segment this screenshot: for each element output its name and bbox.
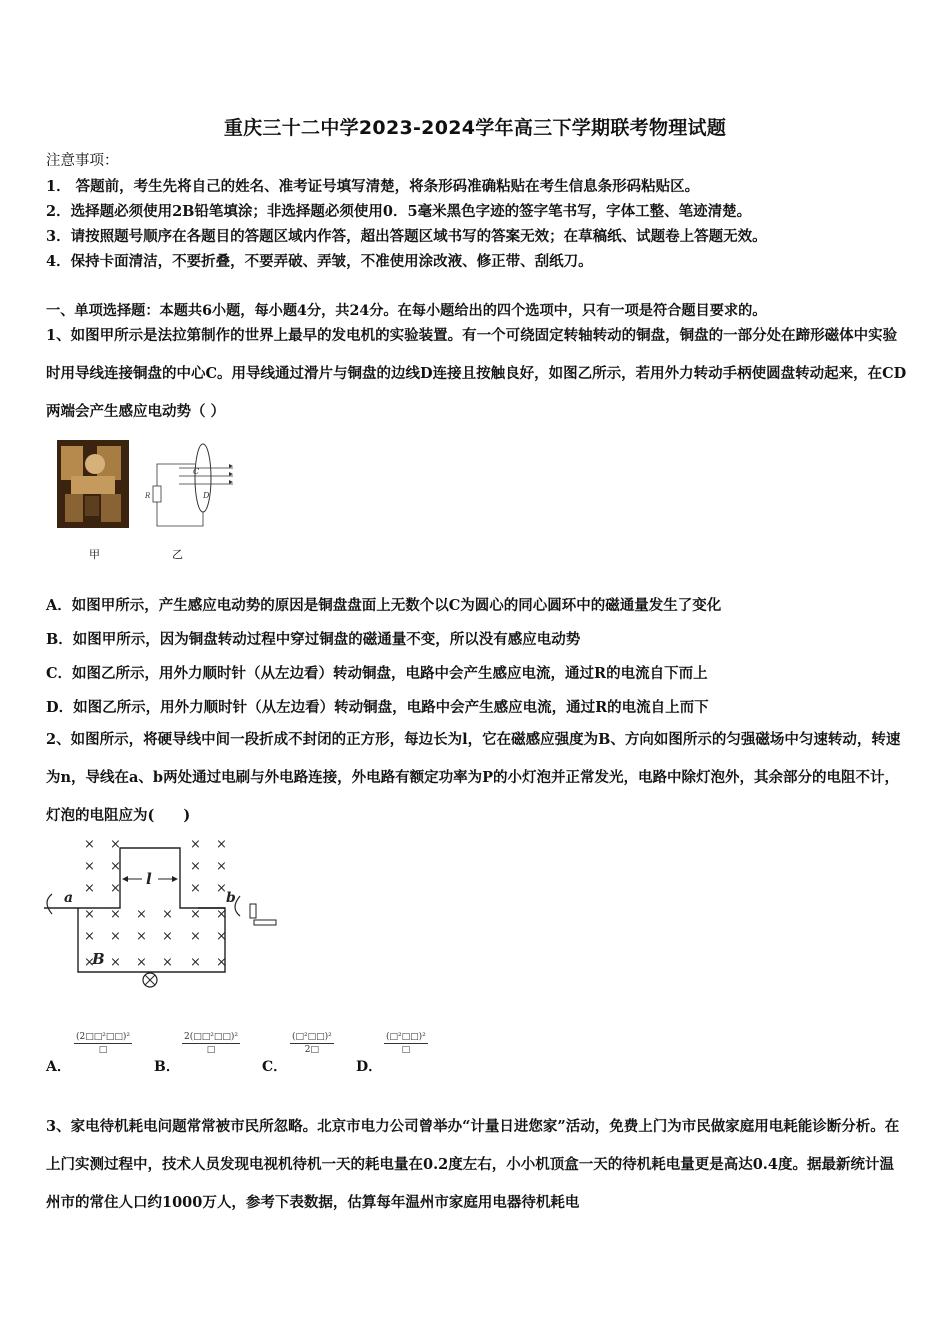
q1-figure-photo <box>57 440 129 528</box>
q2-choice-a-letter: A． <box>46 1059 71 1075</box>
field-cross-mark: × <box>110 929 121 944</box>
q1-option-d: D．如图乙所示，用外力顺时针（从左边看）转动铜盘，电路中会产生感应电流，通过R的电流自上而下 <box>46 699 709 716</box>
field-cross-mark: × <box>162 907 173 922</box>
rotation-arrow-a-icon <box>47 894 52 914</box>
q2-choice-c-letter: C． <box>262 1059 288 1075</box>
field-cross-mark: × <box>84 881 95 896</box>
field-cross-mark: × <box>84 955 95 970</box>
q2-choice-c-formula: (□²□□)² 2□ <box>292 1032 332 1055</box>
magnetic-field-crosses <box>84 837 227 970</box>
notice-item-1: 1． 答题前，考生先将自己的姓名、准考证号填写清楚，将条形码准确粘贴在考生信息条形码粘贴区。 <box>46 178 700 195</box>
page-title: 重庆三十二中学2023-2024学年高三下学期联考物理试题 <box>223 117 727 139</box>
fig-caption-yi: 乙 <box>172 548 183 561</box>
field-cross-mark: × <box>162 929 173 944</box>
field-cross-mark: × <box>110 907 121 922</box>
label-a: a <box>64 890 74 906</box>
field-cross-mark: × <box>136 907 147 922</box>
notice-heading: 注意事项： <box>46 153 119 169</box>
fig-caption-jia: 甲 <box>89 548 100 561</box>
q1-option-a: A．如图甲所示，产生感应电动势的原因是铜盘盘面上无数个以C为圆心的同心圆环中的磁通量发生了变化 <box>46 597 722 614</box>
label-c: C <box>193 467 200 476</box>
field-cross-mark: × <box>190 955 201 970</box>
field-cross-mark: × <box>84 929 95 944</box>
field-cross-mark: × <box>216 837 227 852</box>
field-cross-mark: × <box>190 881 201 896</box>
q2-figure-coil <box>40 832 285 994</box>
field-cross-mark: × <box>84 859 95 874</box>
field-cross-mark: × <box>216 859 227 874</box>
field-cross-mark: × <box>190 859 201 874</box>
q1-option-c: C．如图乙所示，用外力顺时针（从左边看）转动铜盘，电路中会产生感应电流，通过R的电流自下而上 <box>46 665 708 682</box>
field-cross-mark: × <box>110 881 121 896</box>
field-cross-mark: × <box>136 929 147 944</box>
label-B: B <box>92 950 105 968</box>
field-cross-mark: × <box>162 955 173 970</box>
q2-choice-a-formula: (2□□²□□)² □ <box>76 1032 130 1055</box>
field-cross-mark: × <box>110 955 121 970</box>
field-cross-mark: × <box>84 837 95 852</box>
notice-item-2: 2．选择题必须使用2B铅笔填涂；非选择题必须使用0．5毫米黑色字迹的签字笔书写，字体工整、笔迹清楚。 <box>46 203 752 220</box>
field-cross-mark: × <box>110 859 121 874</box>
field-cross-mark: × <box>84 907 95 922</box>
crank-handle-icon <box>250 904 256 918</box>
field-cross-mark: × <box>190 929 201 944</box>
label-b: b <box>226 890 236 906</box>
label-r: R <box>145 492 151 500</box>
q3-stem: 3、家电待机耗电问题常常被市民所忽略。北京市电力公司曾举办“计量日进您家”活动，免费上门为市民做家庭用电耗能诊断分析。在上门实测过程中，技术人员发现电视机待机一天的耗电量在0.2度左右，小小机顶盒一天的待机耗电量更是高达0.4度。据最新统计温州市的常住人口约1000万人，参考下表数据，估算每年温州市家庭用电器待机耗电 <box>46 1118 900 1211</box>
q2-choice-b-formula: 2(□□²□□)² □ <box>184 1032 238 1055</box>
field-cross-mark: × <box>190 837 201 852</box>
q2-choice-d-letter: D． <box>356 1059 383 1075</box>
field-cross-mark: × <box>190 907 201 922</box>
field-cross-mark: × <box>110 837 121 852</box>
field-cross-mark: × <box>216 881 227 896</box>
q1-stem: 1、如图甲所示是法拉第制作的世界上最早的发电机的实验装置。有一个可绕固定转轴转动的铜盘，铜盘的一部分处在蹄形磁体中实验时用导线连接铜盘的中心C。用导线通过滑片与铜盘的边线D连接且按触良好，如图乙所示，若用外力转动手柄使圆盘转动起来，在CD两端会产生感应电动势（ ） <box>46 327 907 420</box>
field-cross-mark: × <box>216 929 227 944</box>
notice-item-4: 4．保持卡面清洁，不要折叠，不要弄破、弄皱，不准使用涂改液、修正带、刮纸刀。 <box>46 253 593 270</box>
q2-choice-d-formula: (□²□□)² □ <box>386 1032 426 1055</box>
notice-item-3: 3．请按照题号顺序在各题目的答题区域内作答，超出答题区域书写的答案无效；在草稿纸、试题卷上答题无效。 <box>46 228 767 245</box>
field-cross-mark: × <box>216 955 227 970</box>
q1-figure-circuit <box>145 440 240 532</box>
label-l: l <box>146 870 152 888</box>
q2-stem: 2、如图所示，将硬导线中间一段折成不封闭的正方形，每边长为l，它在磁感应强度为B、方向如图所示的匀强磁场中匀速转动，转速为n，导线在a、b两处通过电刷与外电路连接，外电路有额定功率为P的小灯泡并正常发光，电路中除灯泡外，其余部分的电阻不计，灯泡的电阻应为( ) <box>46 731 901 824</box>
label-d: D <box>203 491 210 500</box>
field-cross-mark: × <box>216 907 227 922</box>
q1-option-b: B．如图甲所示，因为铜盘转动过程中穿过铜盘的磁通量不变，所以没有感应电动势 <box>46 631 581 648</box>
section-heading: 一、单项选择题：本题共6小题，每小题4分，共24分。在每小题给出的四个选项中，只有一项是符合题目要求的。 <box>46 303 767 319</box>
field-cross-mark: × <box>136 955 147 970</box>
q2-choice-b-letter: B． <box>154 1059 180 1075</box>
